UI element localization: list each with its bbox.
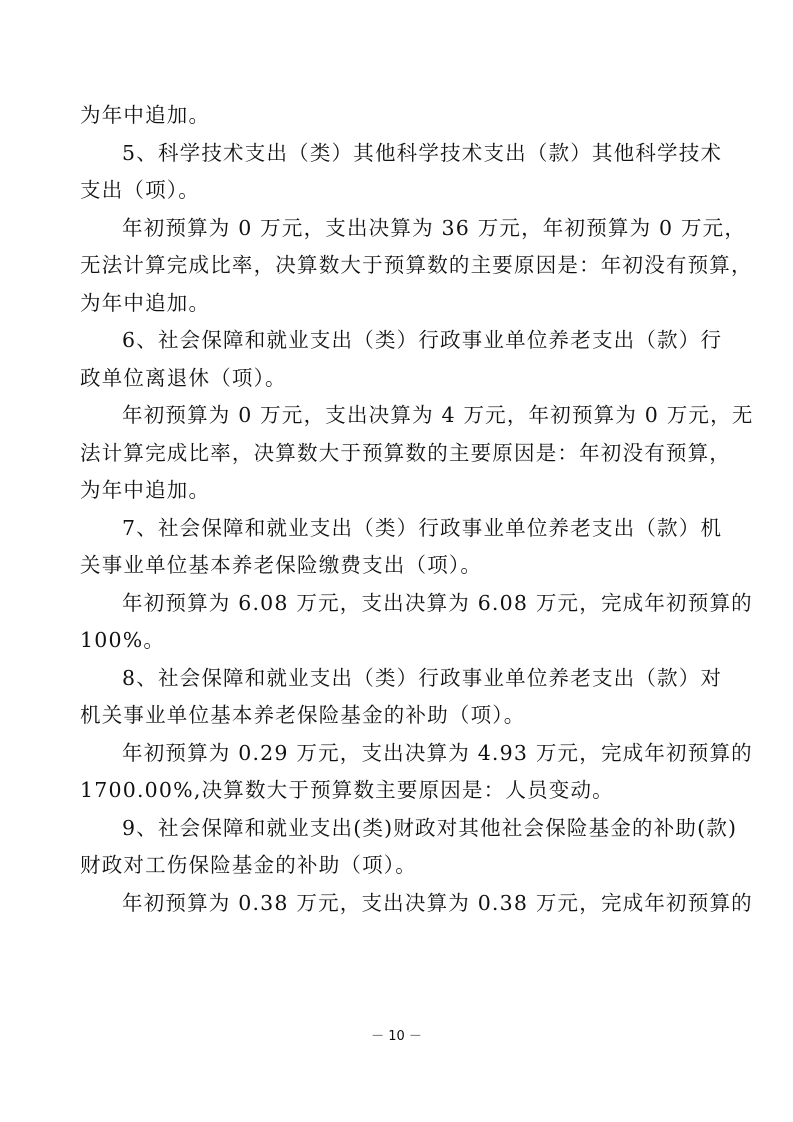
text-line: 年初预算为 6.08 万元，支出决算为 6.08 万元，完成年初预算的 — [122, 590, 753, 615]
text-line: 政单位离退休（项）。 — [80, 365, 287, 390]
text-line: 机关事业单位基本养老保险基金的补助（项）。 — [80, 703, 526, 727]
text-line: 法计算完成比率，决算数大于预算数的主要原因是：年初没有预算， — [80, 440, 731, 465]
text-line: 支出（项）。 — [80, 178, 200, 202]
text-line: 无法计算完成比率，决算数大于预算数的主要原因是：年初没有预算， — [80, 253, 753, 277]
text-line: 财政对工伤保险基金的补助（项）。 — [80, 853, 417, 877]
document-body — [80, 97, 754, 922]
text-line: 为年中追加。 — [80, 290, 211, 315]
section-heading-5: 5、科学技术支出（类）其他科学技术支出（款）其他科学技术 — [122, 140, 723, 165]
section-heading-6: 6、社会保障和就业支出（类）行政事业单位养老支出（款）行 — [122, 328, 723, 352]
text-line: 年初预算为 0.38 万元，支出决算为 0.38 万元，完成年初预算的 — [122, 890, 753, 915]
text-line: 为年中追加。 — [80, 478, 211, 502]
text-line: 年初预算为 0 万元，支出决算为 36 万元，年初预算为 0 万元， — [122, 215, 747, 240]
page-number: － 10 － — [371, 1029, 422, 1044]
text-line: 关事业单位基本养老保险缴费支出（项）。 — [80, 553, 483, 577]
section-heading-8: 8、社会保障和就业支出（类）行政事业单位养老支出（款）对 — [122, 665, 723, 690]
text-line: 1700.00%,决算数大于预算数主要原因是：人员变动。 — [80, 778, 614, 802]
text-line: 100%。 — [80, 628, 166, 652]
text-line: 年初预算为 0 万元，支出决算为 4 万元，年初预算为 0 万元，无 — [122, 403, 754, 427]
section-heading-9: 9、社会保障和就业支出(类)财政对其他社会保险基金的补助(款) — [122, 815, 738, 840]
text-line: 年初预算为 0.29 万元，支出决算为 4.93 万元，完成年初预算的 — [122, 740, 753, 765]
text-line: 为年中追加。 — [80, 103, 211, 127]
section-heading-7: 7、社会保障和就业支出（类）行政事业单位养老支出（款）机 — [122, 515, 723, 540]
